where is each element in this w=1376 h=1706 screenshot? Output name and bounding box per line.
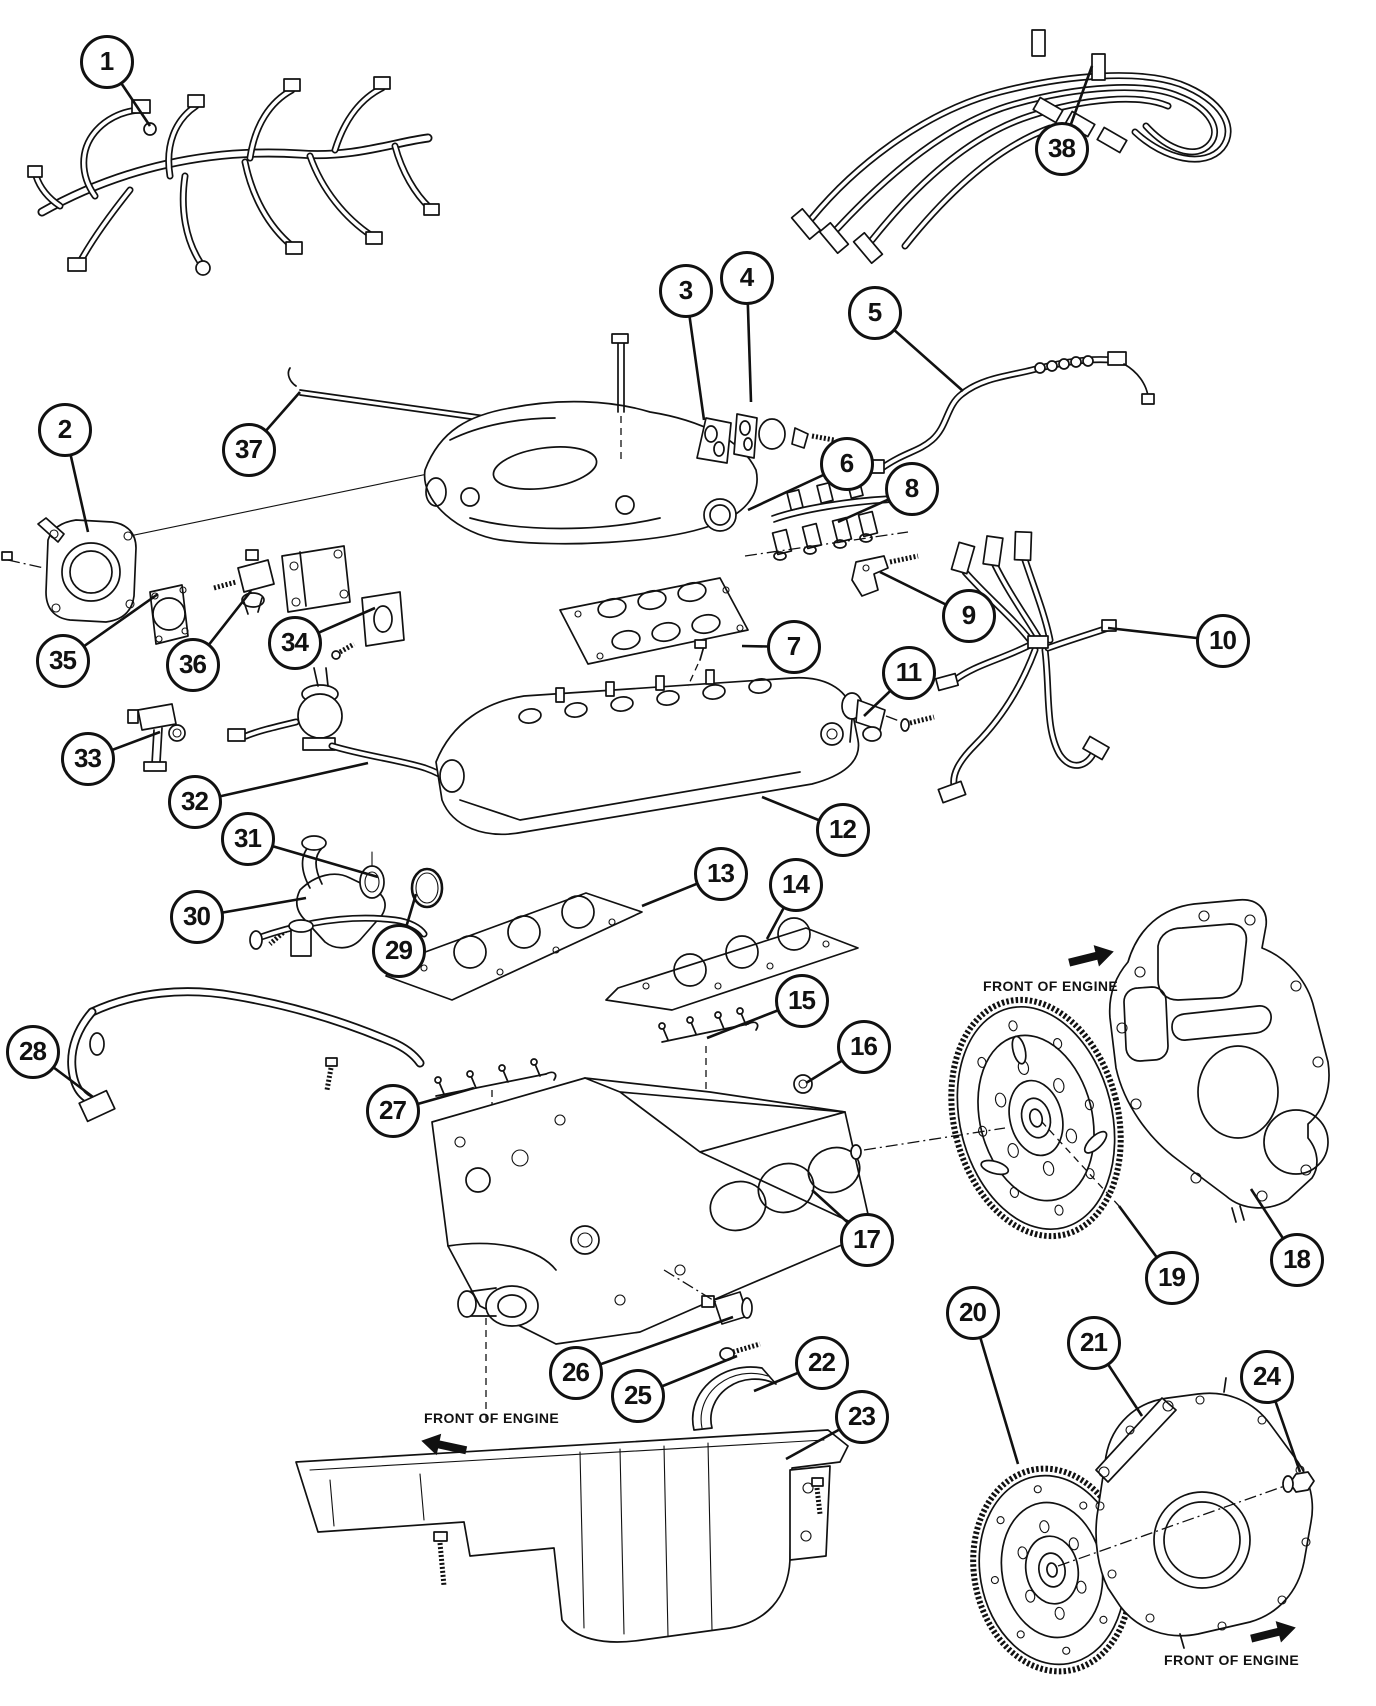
- callout-number: 6: [839, 448, 854, 478]
- callout-number: 10: [1209, 625, 1236, 655]
- callout-33: [61, 732, 115, 786]
- front-of-engine-arrow-icon: [1066, 941, 1116, 973]
- callout-8: [885, 462, 939, 516]
- callout-number: 3: [678, 275, 693, 305]
- callout-number: 21: [1080, 1327, 1107, 1357]
- callout-16: [837, 1020, 891, 1074]
- callout-number: 23: [848, 1401, 875, 1431]
- callout-34: [268, 616, 322, 670]
- callout-number: 25: [624, 1380, 651, 1410]
- callout-25: [611, 1369, 665, 1423]
- callout-6: [820, 437, 874, 491]
- callout-1: [80, 35, 134, 89]
- callout-26: [549, 1346, 603, 1400]
- callout-17: [840, 1213, 894, 1267]
- callout-number: 31: [234, 823, 261, 853]
- callout-21: [1067, 1316, 1121, 1370]
- callout-number: 37: [235, 434, 262, 464]
- callout-30: [170, 890, 224, 944]
- callout-number: 8: [904, 473, 919, 503]
- callout-number: 4: [739, 262, 754, 292]
- front-of-engine-label: FRONT OF ENGINE: [424, 1410, 560, 1426]
- callout-2: [38, 403, 92, 457]
- callout-19: [1145, 1251, 1199, 1305]
- front-of-engine-arrow-icon: [1248, 1617, 1298, 1649]
- callout-number: 22: [808, 1347, 835, 1377]
- callout-32: [168, 775, 222, 829]
- callout-number: 5: [867, 297, 882, 327]
- callout-28: [6, 1025, 60, 1079]
- callout-number: 20: [959, 1297, 986, 1327]
- callout-number: 12: [829, 814, 856, 844]
- callout-number: 7: [786, 631, 801, 661]
- callout-7: [767, 620, 821, 674]
- callout-number: 27: [379, 1095, 406, 1125]
- callout-number: 26: [562, 1357, 589, 1387]
- callout-37: [222, 423, 276, 477]
- callout-number: 16: [850, 1031, 877, 1061]
- callout-number: 18: [1283, 1244, 1310, 1274]
- callout-35: [36, 634, 90, 688]
- front-of-engine-arrow-icon: [419, 1430, 469, 1461]
- callout-number: 33: [74, 743, 101, 773]
- callout-number: 36: [179, 649, 206, 679]
- callout-13: [694, 847, 748, 901]
- callout-24: [1240, 1350, 1294, 1404]
- callout-number: 29: [385, 935, 412, 965]
- callout-38: [1035, 122, 1089, 176]
- callout-number: 35: [49, 645, 76, 675]
- callout-11: [882, 646, 936, 700]
- callout-27: [366, 1084, 420, 1138]
- callout-number: 9: [961, 600, 976, 630]
- callout-10: [1196, 614, 1250, 668]
- callout-number: 34: [281, 627, 308, 657]
- callout-number: 11: [895, 657, 922, 687]
- callout-29: [372, 924, 426, 978]
- callout-number: 13: [707, 858, 734, 888]
- callout-number: 28: [19, 1036, 46, 1066]
- callout-number: 14: [782, 869, 809, 899]
- callout-20: [946, 1286, 1000, 1340]
- callout-5: [848, 286, 902, 340]
- callout-23: [835, 1390, 889, 1444]
- callout-15: [775, 974, 829, 1028]
- callout-number: 1: [99, 46, 114, 76]
- callout-14: [769, 858, 823, 912]
- callout-number: 19: [1158, 1262, 1185, 1292]
- callout-number: 15: [788, 985, 815, 1015]
- callout-number: 32: [181, 786, 208, 816]
- callout-31: [221, 812, 275, 866]
- front-of-engine-label: FRONT OF ENGINE: [1164, 1652, 1300, 1668]
- callout-9: [942, 589, 996, 643]
- callout-18: [1270, 1233, 1324, 1287]
- callout-number: 17: [853, 1224, 880, 1254]
- callout-4: [720, 251, 774, 305]
- front-of-engine-label: FRONT OF ENGINE: [983, 978, 1119, 994]
- callout-12: [816, 803, 870, 857]
- callout-number: 2: [57, 414, 72, 444]
- callout-36: [166, 638, 220, 692]
- callout-22: [795, 1336, 849, 1390]
- callout-3: [659, 264, 713, 318]
- callout-number: 24: [1253, 1361, 1280, 1391]
- callout-number: 30: [183, 901, 210, 931]
- callout-number: 38: [1048, 133, 1075, 163]
